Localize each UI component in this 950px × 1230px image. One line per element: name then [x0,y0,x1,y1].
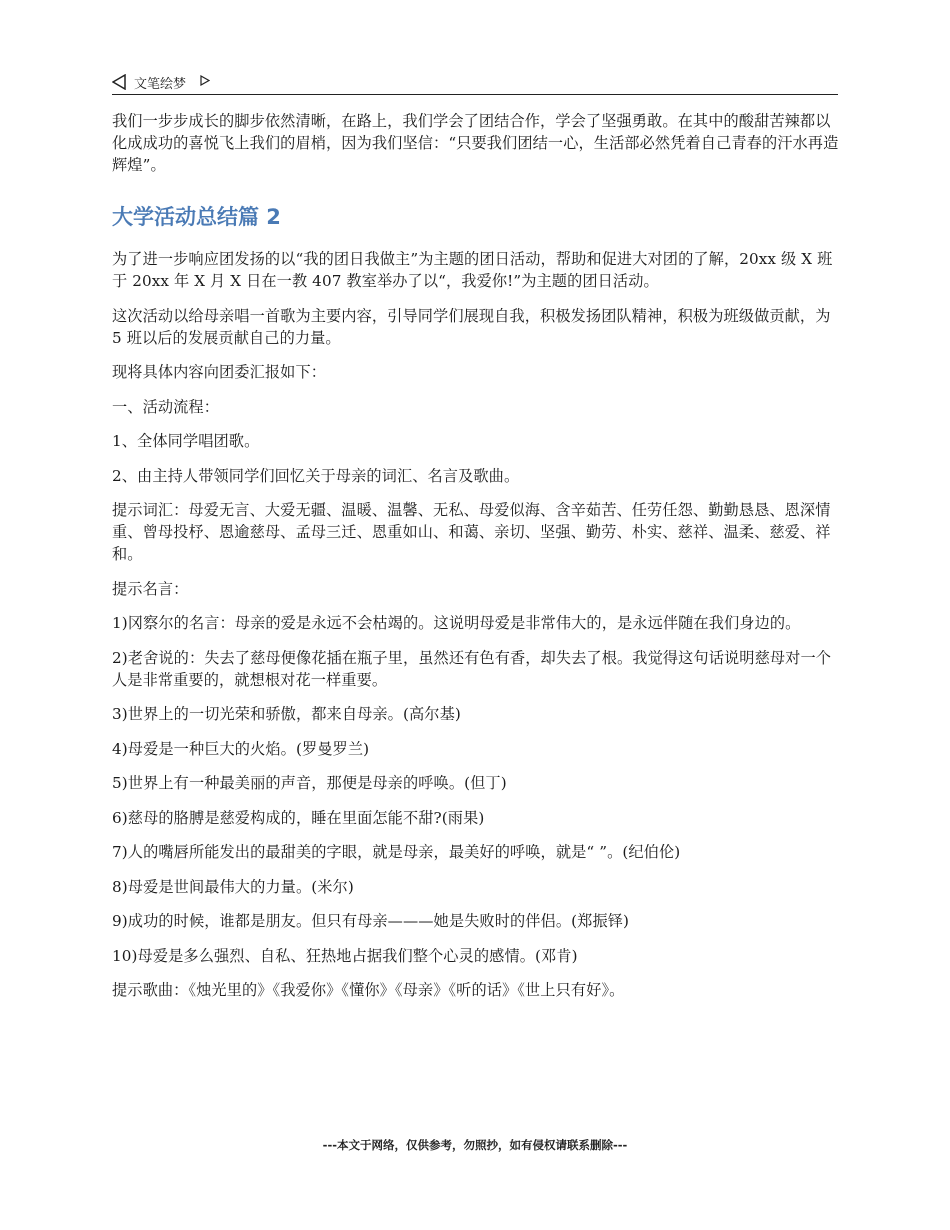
triangle-left-icon [112,74,126,90]
paragraph-songs: 提示歌曲：《烛光里的》《我爱你》《懂你》《母亲》《听的话》《世上只有好》。 [112,981,625,999]
paragraph-step-2: 2、由主持人带领同学们回忆关于母亲的词汇、名言及歌曲。 [112,466,520,485]
page-header [112,72,838,95]
header-title: 文笔绘梦 [134,77,187,92]
paragraph-report-lead: 现将具体内容向团委汇报如下： [112,363,327,381]
quote-9: 9)成功的时候，谁都是朋友。但只有母亲———她是失败时的伴侣。(郑振铎) [112,912,630,930]
paragraph-process-heading: 一、活动流程： [112,397,220,416]
section-heading: 大学活动总结篇 2 [112,205,281,229]
paragraph-step-1: 1、全体同学唱团歌。 [112,432,260,450]
quote-8: 8)母爱是世间最伟大的力量。(米尔) [112,877,354,896]
intro-paragraph: 我们一步步成长的脚步依然清晰，在路上，我们学会了团结合作，学会了坚强勇敢。在其中的酸甜苦辣都以化成成功的喜悦飞上我们的眉梢，因为我们坚信：“只要我们团结一心，生活部必然凭着自己青春的汗水再造辉煌”。 [112,112,839,174]
quote-4: 4)母爱是一种巨大的火焰。(罗曼罗兰) [112,739,370,758]
quote-6: 6)慈母的胳膊是慈爱构成的，睡在里面怎能不甜?(雨果) [112,808,485,827]
quote-1: 1)冈察尔的名言：母亲的爱是永远不会枯竭的。这说明母爱是非常伟大的，是永远伴随在我们身边的。 [112,614,801,632]
quote-3: 3)世界上的一切光荣和骄傲，都来自母亲。(高尔基) [112,705,461,723]
paragraph-vocabulary: 提示词汇：母爱无言、大爱无疆、温暖、温馨、无私、母爱似海、含辛茹苦、任劳任怨、勤勤恳恳、恩深情重、曾母投杼、恩逾慈母、孟母三迁、恩重如山、和蔼、亲切、坚强、勤劳、朴实、慈祥、温柔、慈爱、祥和。 [112,501,831,563]
paragraph-activity-content: 这次活动以给母亲唱一首歌为主要内容，引导同学们展现自我，积极发扬团队精神，积极为班级做贡献，为 5 班以后的发展贡献自己的力量。 [112,306,831,347]
quote-7: 7)人的嘴唇所能发出的最甜美的字眼，就是母亲，最美好的呼唤，就是“ ”。(纪伯伦) [112,843,681,861]
page-footer: ---本文于网络，仅供参考，勿照抄，如有侵权请联系删除--- [322,1138,628,1152]
quote-2: 2)老舍说的：失去了慈母便像花插在瓶子里，虽然还有色有香，却失去了根。我觉得这句话说明慈母对一个人是非常重要的，就想根对花一样重要。 [112,648,832,689]
quote-10: 10)母爱是多么强烈、自私、狂热地占据我们整个心灵的感情。(邓肯) [112,946,578,965]
quote-5: 5)世界上有一种最美丽的声音，那便是母亲的呼唤。(但丁) [112,774,507,792]
paragraph-intro-activity: 为了进一步响应团发扬的以“我的团日我做主”为主题的团日活动，帮助和促进大对团的了解，20xx 级 X 班于 20xx 年 X 月 X 日在一教 407 教室举办了以“，我爱你!”为主题的团日活动。 [112,250,833,290]
triangle-right-icon [200,75,210,86]
document-body [112,110,842,1014]
paragraph-quotes-heading: 提示名言： [112,579,189,598]
